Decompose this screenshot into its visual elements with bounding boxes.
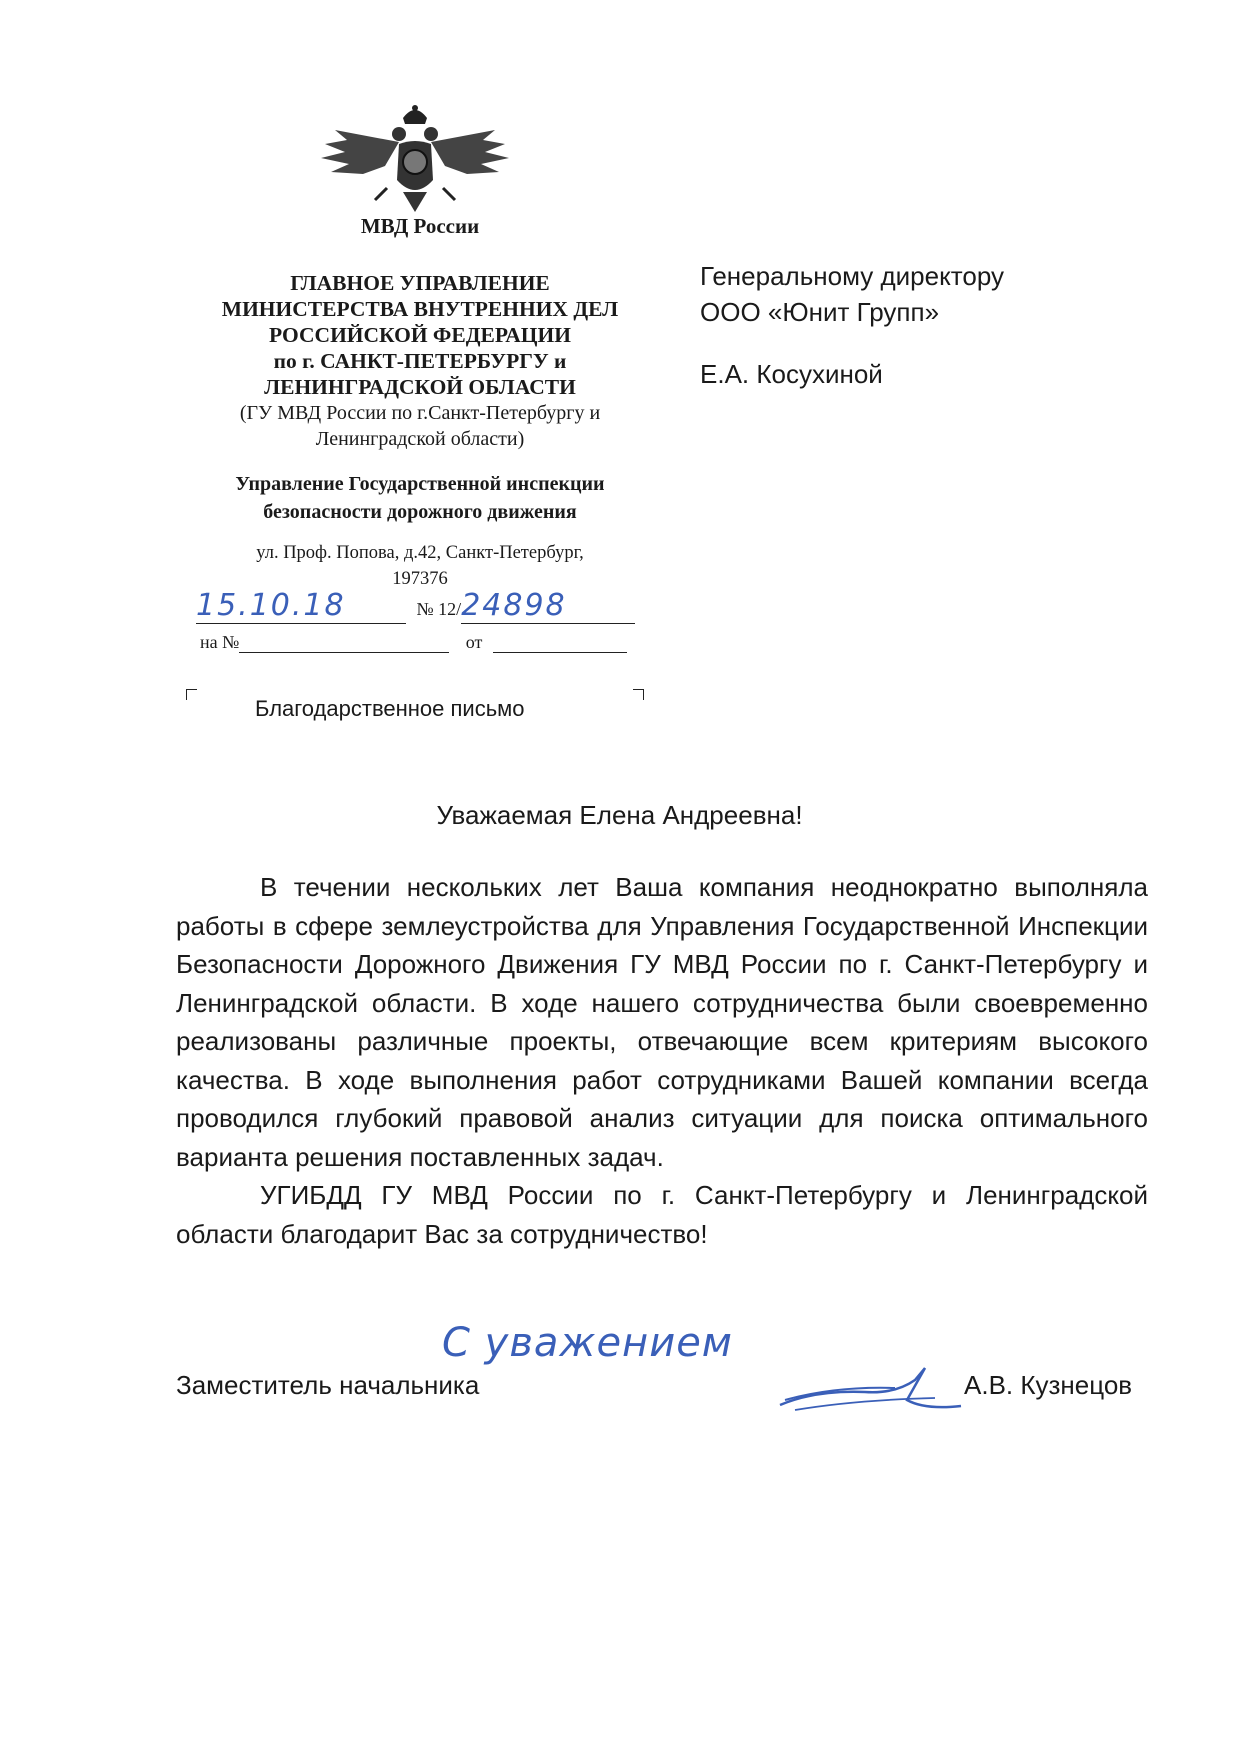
signature [775, 1350, 965, 1420]
address-line: 197376 [392, 569, 448, 589]
letterhead-abbreviation-line: (ГУ МВД России по г.Санкт-Петербургу и [239, 402, 601, 424]
registration-date-number-row [196, 588, 635, 624]
reply-to-label: на № [200, 632, 240, 652]
body-paragraph: УГИБДД ГУ МВД России по г. Санкт-Петербургу и Ленинградской области благодарит Вас за сотрудничество! [176, 1180, 1148, 1249]
letterhead-address [175, 540, 665, 592]
letterhead-title-line: МИНИСТЕРСТВА ВНУТРЕННИХ ДЕЛ [221, 297, 619, 321]
letter-subject: Благодарственное письмо [255, 696, 525, 721]
registration-date-handwritten: 15.10.18 [196, 588, 346, 623]
letterhead-abbreviation-line: Ленинградской области) [315, 428, 525, 450]
handwritten-closing: С уважением [442, 1320, 733, 1366]
ministry-short-name: МВД России [360, 214, 480, 238]
double-headed-eagle-emblem-icon [315, 100, 515, 220]
from-label: от [465, 632, 483, 652]
addressee-block [700, 258, 1180, 392]
registration-number-handwritten: 24898 [461, 588, 567, 623]
division-name [160, 470, 680, 526]
letter-body [176, 868, 1148, 1253]
reply-reference-row [200, 632, 627, 653]
from-date-field [493, 634, 627, 653]
letterhead-title-line: по г. САНКТ-ПЕТЕРБУРГУ и [273, 349, 567, 373]
registration-number-label: № 12/ [416, 599, 462, 619]
signer-title: Заместитель начальника [176, 1370, 480, 1400]
reply-to-number-field [239, 634, 449, 653]
letterhead-title-line: РОССИЙСКОЙ ФЕДЕРАЦИИ [269, 323, 571, 347]
salutation: Уважаемая Елена Андреевна! [436, 800, 803, 830]
addressee-company: ООО «Юнит Групп» [700, 297, 940, 327]
address-line: ул. Проф. Попова, д.42, Санкт-Петербург, [256, 543, 584, 563]
body-paragraph: В течении нескольких лет Ваша компания неоднократно выполняла работы в сфере землеустройства для Управления Государственной Инспекции Безопасности Дорожного Движения ГУ МВД России по г. Санкт-Петербургу и Ленинградской области. В ходе нашего сотрудничества были своевременно реализованы различные проекты, отвечающие всем критериям высокого качества. В ходе выполнения работ сотрудниками Вашей компании всегда проводился глубокий правовой анализ ситуации для поиска оптимального варианта решения поставленных задач. [176, 872, 1148, 1172]
letterhead-title [170, 270, 670, 452]
signer-name: А.В. Кузнецов [964, 1370, 1133, 1400]
division-line: Управление Государственной инспекции [235, 473, 605, 495]
addressee-position: Генеральному директору [700, 261, 1004, 291]
division-line: безопасности дорожного движения [263, 501, 577, 523]
addressee-name: Е.А. Косухиной [700, 359, 883, 389]
letterhead-title-line: ЛЕНИНГРАДСКОЙ ОБЛАСТИ [264, 375, 576, 399]
subject-corner-right [633, 689, 644, 700]
registration-date-field [196, 588, 406, 624]
subject-corner-left [186, 689, 197, 700]
registration-number-field [461, 588, 635, 624]
letterhead-title-line: ГЛАВНОЕ УПРАВЛЕНИЕ [290, 271, 550, 295]
